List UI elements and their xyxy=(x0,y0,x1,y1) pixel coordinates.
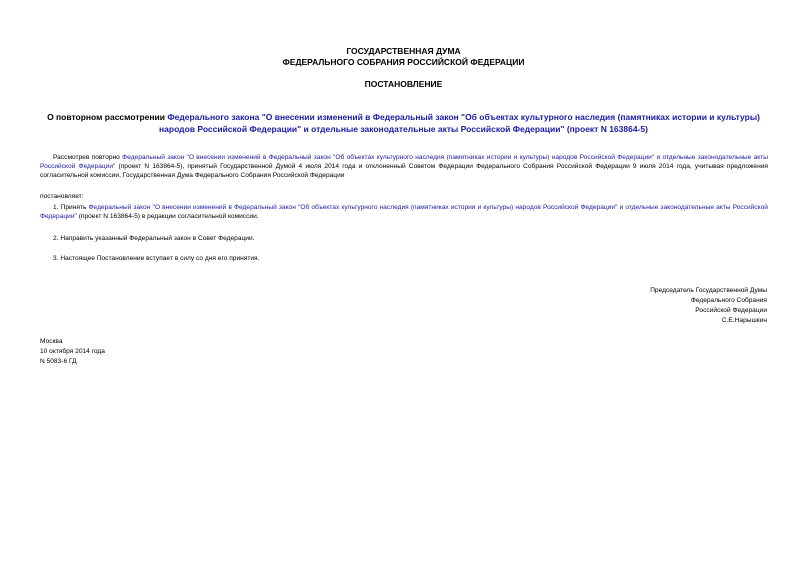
signer-position-3: Российской Федерации xyxy=(695,307,767,314)
document-number: N 5083-6 ГД xyxy=(40,358,77,365)
item-1-suffix: (проект N 163864-5) в редакции согласительной комиссии. xyxy=(76,213,259,220)
issuer-line-1: ГОСУДАРСТВЕННАЯ ДУМА xyxy=(346,46,461,56)
decides-paragraph: постановляет: xyxy=(40,193,84,200)
item-2-paragraph: 2. Направить указанный Федеральный закон в Совет Федерации. xyxy=(53,235,255,242)
signer-position-1: Председатель Государственной Думы xyxy=(650,287,767,294)
signature-block xyxy=(650,286,767,326)
place-city: Москва xyxy=(40,338,63,345)
signer-position-2: Федерального Собрания xyxy=(690,297,767,304)
document-header xyxy=(0,46,807,90)
item-1-prefix: 1. Принять xyxy=(53,204,89,211)
consider-suffix: (проект N 163864-5), принятый Государственной Думой 4 июля 2014 года и отклоненный Советом Федерации Федерального Собрания Российской Федерации 9 июля 2014 года, учитывая предложения согласительной комиссии, Государственная Дума Федерального Собрания Российской Федерации xyxy=(40,163,768,179)
issuer-line-2: ФЕДЕРАЛЬНОГО СОБРАНИЯ РОССИЙСКОЙ ФЕДЕРАЦИИ xyxy=(282,57,525,67)
document-date: 10 октября 2014 года xyxy=(40,348,105,355)
signer-name: С.Е.Нарышкин xyxy=(721,317,767,324)
place-date-block xyxy=(40,337,105,367)
title-prefix: О повторном рассмотрении xyxy=(47,112,168,122)
document-title xyxy=(40,111,767,135)
consider-law-link[interactable]: Федеральный закон "О внесении изменений в Федеральный закон "Об объектах культурного наследия (памятниках истории и культуры) народов Российской Федерации" и отдельные законодательные акты Российской Федерации" xyxy=(40,154,768,170)
item-1-paragraph xyxy=(40,203,768,221)
document-type: ПОСТАНОВЛЕНИЕ xyxy=(364,79,443,89)
consider-paragraph xyxy=(40,153,768,180)
title-law-link[interactable]: Федерального закона "О внесении изменений в Федеральный закон "Об объектах культурного наследия (памятниках истории и культуры) народов Российской Федерации" и отдельные законодательные акты Российской Федерации" (проект N 163864-5) xyxy=(159,112,760,134)
consider-prefix: Рассмотрев повторно xyxy=(53,154,123,161)
item-3-paragraph: 3. Настоящее Постановление вступает в силу со дня его принятия. xyxy=(53,255,260,262)
item-1-law-link[interactable]: Федеральный закон "О внесении изменений в Федеральный закон "Об объектах культурного наследия (памятниках истории и культуры) народов Российской Федерации" и отдельные законодательные акты Российской Федерации" xyxy=(40,204,768,220)
